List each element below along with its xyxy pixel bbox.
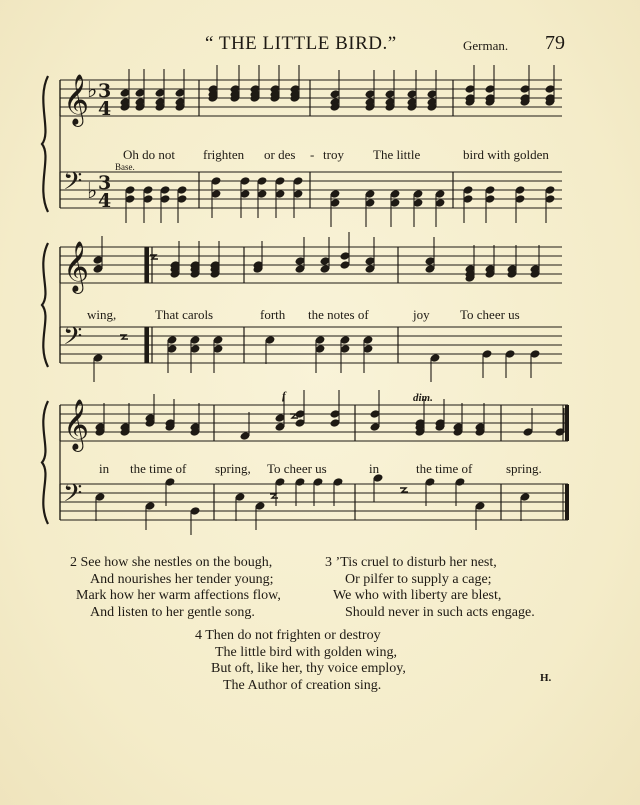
verse-line: And nourishes her tender young; <box>90 571 274 587</box>
system-brace <box>42 243 48 367</box>
page-number: 79 <box>545 32 565 54</box>
verse-line: The Author of creation sing. <box>223 677 382 693</box>
verse-line: 4 Then do not frighten or destroy <box>195 628 381 643</box>
lyric-word: bird with golden <box>463 147 549 162</box>
verse-line: And listen to her gentle song. <box>90 604 255 620</box>
final-barline <box>565 405 569 441</box>
rest-icon <box>270 494 278 498</box>
verse-line: Or pilfer to supply a cage; <box>345 571 492 587</box>
lyric-word: wing, <box>87 307 117 322</box>
rest-icon <box>400 488 408 492</box>
lyric-word: The little <box>373 147 421 162</box>
double-barline <box>145 247 149 283</box>
lyric-word: - <box>310 147 315 162</box>
verse-line: 3 ’Tis cruel to disturb her nest, <box>325 555 497 570</box>
song-title: “ THE LITTLE BIRD.” <box>205 33 397 54</box>
bass-clef-icon: 𝄢 <box>63 167 83 202</box>
author-initials: H. <box>540 672 552 684</box>
system-brace <box>42 401 48 524</box>
verse-3 <box>325 555 535 621</box>
flat-icon: ♭ <box>87 179 98 204</box>
lyric-word: the notes of <box>308 307 369 322</box>
bass-label: Base. <box>115 162 135 172</box>
time-signature-numerator: 3 <box>98 172 112 194</box>
treble-clef-icon: 𝄞 <box>63 399 90 450</box>
verse-line: We who with liberty are blest, <box>333 588 502 603</box>
treble-clef-icon: 𝄞 <box>63 74 90 125</box>
verse-line: The little bird with golden wing, <box>215 644 397 660</box>
time-signature-denominator: 4 <box>98 98 112 120</box>
double-barline <box>145 327 149 363</box>
lyric-word: frighten <box>203 147 245 162</box>
time-signature-denominator: 4 <box>98 190 112 212</box>
lyric-word: the time of <box>130 461 187 476</box>
verse-4 <box>195 628 406 694</box>
lyric-word: the time of <box>416 461 473 476</box>
verse-line: Mark how her warm affections flow, <box>76 588 281 603</box>
lyric-word: To cheer us <box>267 461 327 476</box>
dynamic-diminuendo: dim. <box>413 392 433 404</box>
treble-clef-icon: 𝄞 <box>63 241 90 292</box>
final-barline <box>565 484 569 520</box>
time-signature-numerator: 3 <box>98 80 112 102</box>
lyric-word: troy <box>323 147 344 162</box>
lyric-word: spring, <box>215 461 251 476</box>
verse-line: Should never in such acts engage. <box>345 604 535 620</box>
tune-attribution: German. <box>463 38 509 53</box>
bass-clef-icon: 𝄢 <box>63 322 83 357</box>
system-brace <box>42 76 48 212</box>
lyric-word: Oh do not <box>123 147 175 162</box>
verse-line: But oft, like her, thy voice employ, <box>211 661 406 676</box>
bass-clef-icon: 𝄢 <box>63 479 83 514</box>
lyric-word: That carols <box>155 307 214 322</box>
verse-2 <box>70 555 281 621</box>
lyric-word: spring. <box>506 461 542 476</box>
lyric-word: or des <box>264 147 296 162</box>
lyric-word: forth <box>260 307 286 322</box>
lyric-word: in <box>369 461 380 476</box>
lyric-word: To cheer us <box>460 307 520 322</box>
flat-icon: ♭ <box>87 78 98 103</box>
verse-line: 2 See how she nestles on the bough, <box>70 555 273 570</box>
lyric-word: joy <box>413 307 430 322</box>
dynamic-forte: f <box>282 390 286 402</box>
lyric-word: in <box>99 461 110 476</box>
